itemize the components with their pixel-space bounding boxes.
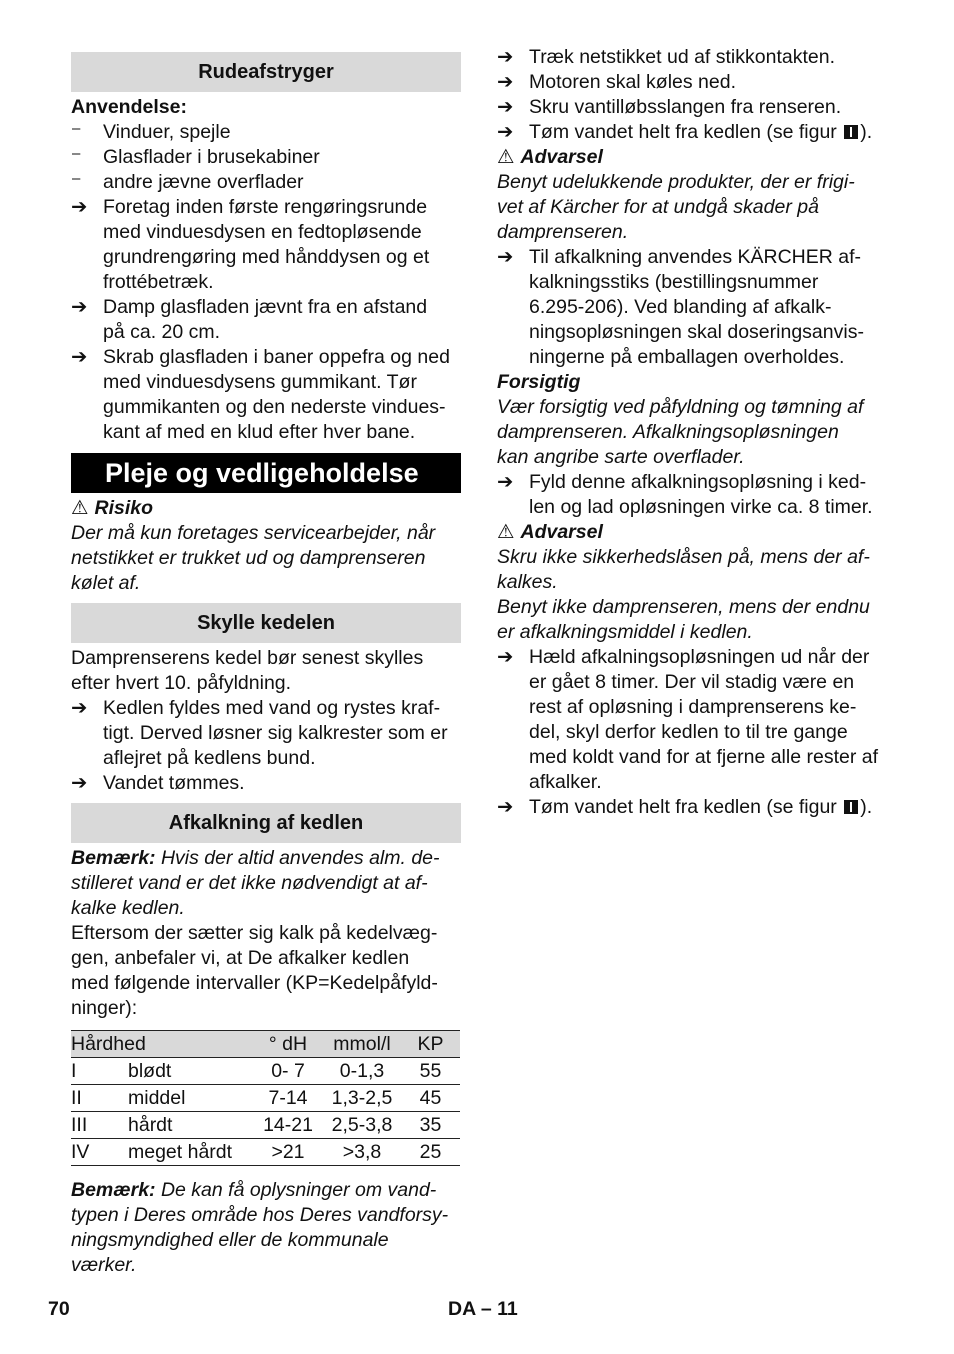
arrow-icon: ➔ [71, 772, 88, 794]
heading-rudeafstryger: Rudeafstryger [71, 52, 461, 92]
arrow-icon: ➔ [497, 121, 514, 143]
arrow-icon: ➔ [71, 296, 88, 318]
paragraph: Damprenserens kedel bør senest skylles [71, 647, 424, 669]
arrow-icon: ➔ [497, 46, 514, 68]
risiko-text: netstikket er trukket ud og damprenseren [71, 547, 426, 569]
arrow-icon: ➔ [71, 697, 88, 719]
advarsel-text: er afkalkningsmiddel i kedlen. [497, 621, 753, 643]
table-row: III hårdt 14-21 2,5-3,8 35 [71, 1112, 460, 1139]
note-2-text: værker. [71, 1254, 137, 1276]
paragraph: Eftersom der sætter sig kalk på kedelvæg- [71, 922, 438, 944]
advarsel-label: ⚠ Advarsel [497, 146, 603, 168]
bullet-item: ➔ Træk netstikket ud af stikkontakten. [497, 46, 835, 68]
paragraph: med følgende intervaller (KP=Kedelpåfyld- [71, 972, 438, 994]
note-1-text: stilleret vand er det ikke nødvendigt at af- [71, 872, 428, 894]
risiko-text: kølet af. [71, 572, 141, 594]
right-column [497, 45, 889, 820]
arrow-icon: ➔ [71, 346, 88, 368]
bullet-item: ➔ Foretag inden første rengøringsrunde med vinduesdysen en fedtopløsende grundrengøring med hånddysen og et frottébetræk. [71, 196, 430, 293]
note-1-text: kalke kedlen. [71, 897, 185, 919]
paragraph: efter hvert 10. påfyldning. [71, 672, 292, 694]
table-header: Hårdhed ° dH mmol/l KP [71, 1031, 460, 1058]
hardness-table [71, 1030, 460, 1166]
table-row: I blødt 0- 7 0-1,3 55 [71, 1058, 460, 1085]
bullet-item: ➔ Til afkalkning anvendes KÄRCHER af- kalkningsstiks (bestillingsnummer 6.295-206). Ved blanding af afkalk- ningsopløsningen skal doseringsanvis- ningerne på emballagen overholdes. [497, 246, 864, 368]
forsigtig-label: Forsigtig [497, 371, 581, 393]
bullet-item: ➔ Motoren skal køles ned. [497, 71, 737, 93]
section-label: DA – 11 [448, 1298, 518, 1320]
advarsel-text: vet af Kärcher for at undgå skader på [497, 196, 819, 218]
warning-icon: ⚠ [497, 146, 515, 168]
paragraph: ninger): [71, 997, 138, 1019]
heading-skylle: Skylle kedelen [71, 603, 461, 643]
risiko-text: Der må kun foretages servicearbejder, når [71, 522, 436, 544]
note-2-text: typen i Deres område hos Deres vandforsy- [71, 1204, 449, 1226]
figure-reference-icon [844, 800, 858, 814]
heading-afkalkning: Afkalkning af kedlen [71, 803, 461, 843]
paragraph: gen, anbefaler vi, at De afkalker kedlen [71, 947, 410, 969]
bullet-item: ➔ Kedlen fyldes med vand og rystes kraf- tigt. Derved løsner sig kalkrester som er aflejret på kedlens bund. [71, 697, 448, 769]
figure-reference-icon [844, 125, 858, 139]
risiko-label: ⚠ Risiko [71, 497, 154, 519]
left-column [71, 45, 461, 1278]
bullet-item: ➔ Hæld afkalningsopløsningen ud når der er gået 8 timer. Der vil stadig være en rest af opløsning i damprenserens ke- del, skyl derfor kedlen to til tre gange med koldt vand for at fjerne alle rester af afkalker. [497, 646, 879, 793]
bullet-item: ➔ Tøm vandet helt fra kedlen (se figur ). [497, 796, 873, 818]
dash-item: – Vinduer, spejle [72, 120, 231, 143]
advarsel-text: damprenseren. [497, 221, 629, 243]
note-2: Bemærk: De kan få oplysninger om vand- [71, 1179, 437, 1201]
arrow-icon: ➔ [497, 246, 514, 268]
forsigtig-text: damprenseren. Afkalkningsopløsningen [497, 421, 839, 443]
note-1: Bemærk: Hvis der altid anvendes alm. de- [71, 847, 440, 869]
warning-icon: ⚠ [71, 497, 89, 519]
advarsel-text: Skru ikke sikkerhedslåsen på, mens der af- [497, 546, 870, 568]
advarsel-label: ⚠ Advarsel [497, 521, 603, 543]
arrow-icon: ➔ [497, 71, 514, 93]
bullet-item: ➔ Fyld denne afkalkningsopløsning i ked- len og lad opløsningen virke ca. 8 timer. [497, 471, 873, 518]
page-number: 70 [48, 1298, 70, 1320]
arrow-icon: ➔ [71, 196, 88, 218]
advarsel-text: Benyt udelukkende produkter, der er frigi- [497, 171, 855, 193]
table-row: II middel 7-14 1,3-2,5 45 [71, 1085, 460, 1112]
table-row: IV meget hårdt >21 >3,8 25 [71, 1139, 460, 1166]
arrow-icon: ➔ [497, 796, 514, 818]
bullet-item: ➔ Skru vantilløbsslangen fra renseren. [497, 96, 842, 118]
advarsel-text: Benyt ikke damprenseren, mens der endnu [497, 596, 870, 618]
advarsel-text: kalkes. [497, 571, 558, 593]
forsigtig-text: kan angribe sarte overflader. [497, 446, 745, 468]
label-anvendelse: Anvendelse: [71, 96, 187, 118]
bullet-item: ➔ Vandet tømmes. [71, 772, 245, 794]
heading-pleje: Pleje og vedligeholdelse [71, 453, 461, 493]
arrow-icon: ➔ [497, 471, 514, 493]
dash-item: – andre jævne overflader [72, 170, 304, 193]
warning-icon: ⚠ [497, 521, 515, 543]
bullet-item: ➔ Skrab glasfladen i baner oppefra og ned med vinduesdysens gummikant. Tør gummikanten og den nederste vindues- kant af med en klud efter hver bane. [71, 346, 450, 443]
dash-item: – Glasflader i brusekabiner [72, 145, 320, 168]
forsigtig-text: Vær forsigtig ved påfyldning og tømning af [497, 396, 864, 418]
arrow-icon: ➔ [497, 646, 514, 668]
note-2-text: ningsmyndighed eller de kommunale [71, 1229, 389, 1251]
bullet-item: ➔ Damp glasfladen jævnt fra en afstand på ca. 20 cm. [71, 296, 428, 343]
arrow-icon: ➔ [497, 96, 514, 118]
bullet-item: ➔ Tøm vandet helt fra kedlen (se figur ). [497, 121, 873, 143]
